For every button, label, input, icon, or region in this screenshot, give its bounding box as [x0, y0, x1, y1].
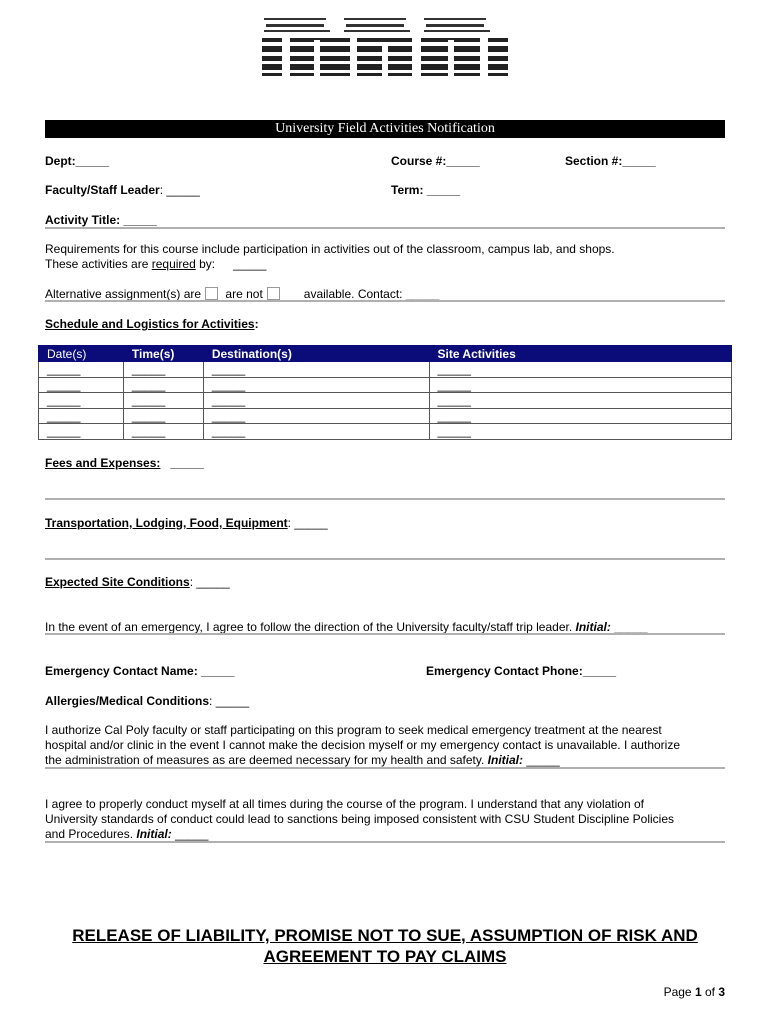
dept-label: Dept:: [45, 154, 76, 168]
emergency-agreement-text: In the event of an emergency, I agree to follow the direction of the University faculty/staff trip leader.: [45, 620, 576, 634]
allergies-row: [45, 693, 725, 709]
transportation-label: Transportation, Lodging, Food, Equipment: [45, 516, 288, 530]
col-dates: Date(s): [39, 346, 124, 362]
site-conditions-field[interactable]: : _____: [189, 575, 230, 589]
conduct-line-3: and Procedures. Initial: _____: [45, 827, 209, 841]
activity-title-label: Activity Title:: [45, 213, 121, 227]
conduct-initial-field[interactable]: _____: [171, 827, 209, 841]
transportation-row: [45, 515, 725, 531]
available-contact-label: available. Contact:: [303, 287, 403, 301]
contact-name-field[interactable]: _____: [197, 664, 235, 678]
schedule-heading: Schedule and Logistics for Activities:: [45, 317, 259, 331]
required-by-field[interactable]: _____: [233, 257, 267, 271]
fees-row: [45, 455, 725, 471]
date-cell[interactable]: _____: [39, 362, 124, 378]
time-cell[interactable]: _____: [123, 377, 203, 393]
release-heading: [45, 925, 725, 967]
site-activity-cell[interactable]: _____: [429, 362, 731, 378]
fees-label: Fees and Expenses:: [45, 456, 161, 470]
table-row: [39, 408, 732, 424]
requirements-line-2: These activities are required by: _____: [45, 257, 267, 271]
course-label: Course #:: [391, 154, 447, 168]
date-cell[interactable]: _____: [39, 424, 124, 440]
are-checkbox[interactable]: [205, 287, 218, 300]
allergies-label: Allergies/Medical Conditions: [45, 694, 210, 708]
leader-label: Faculty/Staff Leader: [45, 183, 160, 197]
course-field[interactable]: _____: [446, 154, 480, 168]
requirements-text: [45, 242, 725, 272]
divider: [45, 841, 725, 843]
dept-course-section-row: [45, 153, 725, 169]
authorization-line-3: the administration of measures as are deemed necessary for my health and safety. Initial: _____: [45, 753, 560, 767]
contact-name-label: Emergency Contact Name:: [45, 664, 198, 678]
emergency-contact-row: [45, 663, 725, 679]
activity-title-row: [45, 212, 725, 228]
leader-term-row: [45, 182, 725, 198]
divider: [45, 633, 725, 635]
university-logo: [262, 16, 508, 78]
site-activity-cell[interactable]: _____: [429, 408, 731, 424]
destination-cell[interactable]: _____: [203, 393, 429, 409]
are-not-label: are not: [222, 287, 263, 301]
date-cell[interactable]: _____: [39, 377, 124, 393]
leader-field[interactable]: : _____: [159, 183, 200, 197]
table-row: [39, 393, 732, 409]
conduct-line-2: University standards of conduct could lead to sanctions being imposed consistent with CSU Student Discipline Policies: [45, 812, 674, 826]
divider: [45, 300, 725, 302]
site-activity-cell[interactable]: _____: [429, 393, 731, 409]
site-activity-cell[interactable]: _____: [429, 377, 731, 393]
site-activity-cell[interactable]: _____: [429, 424, 731, 440]
alternative-label: Alternative assignment(s) are: [45, 287, 202, 301]
site-conditions-label: Expected Site Conditions: [45, 575, 190, 589]
form-title: University Field Activities Notification: [45, 120, 725, 138]
authorization-line-2: hospital and/or clinic in the event I cannot make the decision myself or my emergency contact is unavailable. I authorize: [45, 738, 680, 752]
term-field[interactable]: _____: [423, 183, 461, 197]
section-field[interactable]: _____: [622, 154, 656, 168]
time-cell[interactable]: _____: [123, 408, 203, 424]
time-cell[interactable]: _____: [123, 424, 203, 440]
destination-cell[interactable]: _____: [203, 408, 429, 424]
section-label: Section #:: [565, 154, 623, 168]
date-cell[interactable]: _____: [39, 393, 124, 409]
release-heading-line-1: RELEASE OF LIABILITY, PROMISE NOT TO SUE, ASSUMPTION OF RISK AND: [72, 926, 698, 945]
contact-phone-label: Emergency Contact Phone:: [426, 664, 583, 678]
initial-label: Initial:: [575, 620, 611, 634]
term-label: Term:: [391, 183, 424, 197]
destination-cell[interactable]: _____: [203, 424, 429, 440]
emergency-initial-field[interactable]: _____: [610, 620, 648, 634]
divider: [45, 767, 725, 769]
activity-title-field[interactable]: _____: [120, 213, 157, 227]
table-row: [39, 377, 732, 393]
conduct-agreement-text: [45, 797, 725, 842]
release-heading-line-2: AGREEMENT TO PAY CLAIMS: [263, 947, 507, 966]
time-cell[interactable]: _____: [123, 362, 203, 378]
medical-authorization-text: [45, 723, 725, 768]
initial-label: Initial:: [136, 827, 172, 841]
conduct-line-1: I agree to properly conduct myself at all times during the course of the program. I understand that any violation of: [45, 797, 644, 811]
time-cell[interactable]: _____: [123, 393, 203, 409]
table-row: [39, 362, 732, 378]
transportation-field[interactable]: : _____: [287, 516, 328, 530]
contact-field[interactable]: _____: [402, 287, 440, 301]
schedule-table: [38, 345, 732, 440]
page-number: Page 1 of 3: [663, 985, 725, 999]
are-not-checkbox[interactable]: [267, 287, 280, 300]
col-times: Time(s): [123, 346, 203, 362]
divider: [45, 558, 725, 560]
site-conditions-row: [45, 574, 725, 590]
destination-cell[interactable]: _____: [203, 377, 429, 393]
table-header-row: [39, 346, 732, 362]
date-cell[interactable]: _____: [39, 408, 124, 424]
destination-cell[interactable]: _____: [203, 362, 429, 378]
table-row: [39, 424, 732, 440]
authorization-initial-field[interactable]: _____: [523, 753, 560, 767]
contact-phone-field[interactable]: _____: [582, 664, 617, 678]
divider: [45, 498, 725, 500]
allergies-field[interactable]: : _____: [209, 694, 250, 708]
requirements-line-1: Requirements for this course include participation in activities out of the classroom, campus lab, and shops.: [45, 242, 615, 256]
divider: [45, 227, 725, 229]
dept-field[interactable]: _____: [75, 154, 110, 168]
initial-label: Initial:: [487, 753, 524, 767]
authorization-line-1: I authorize Cal Poly faculty or staff participating on this program to seek medical emergency treatment at the nearest: [45, 723, 662, 737]
required-word: required: [151, 257, 196, 271]
col-site-activities: Site Activities: [429, 346, 731, 362]
fees-field[interactable]: _____: [170, 456, 204, 470]
col-destinations: Destination(s): [203, 346, 429, 362]
